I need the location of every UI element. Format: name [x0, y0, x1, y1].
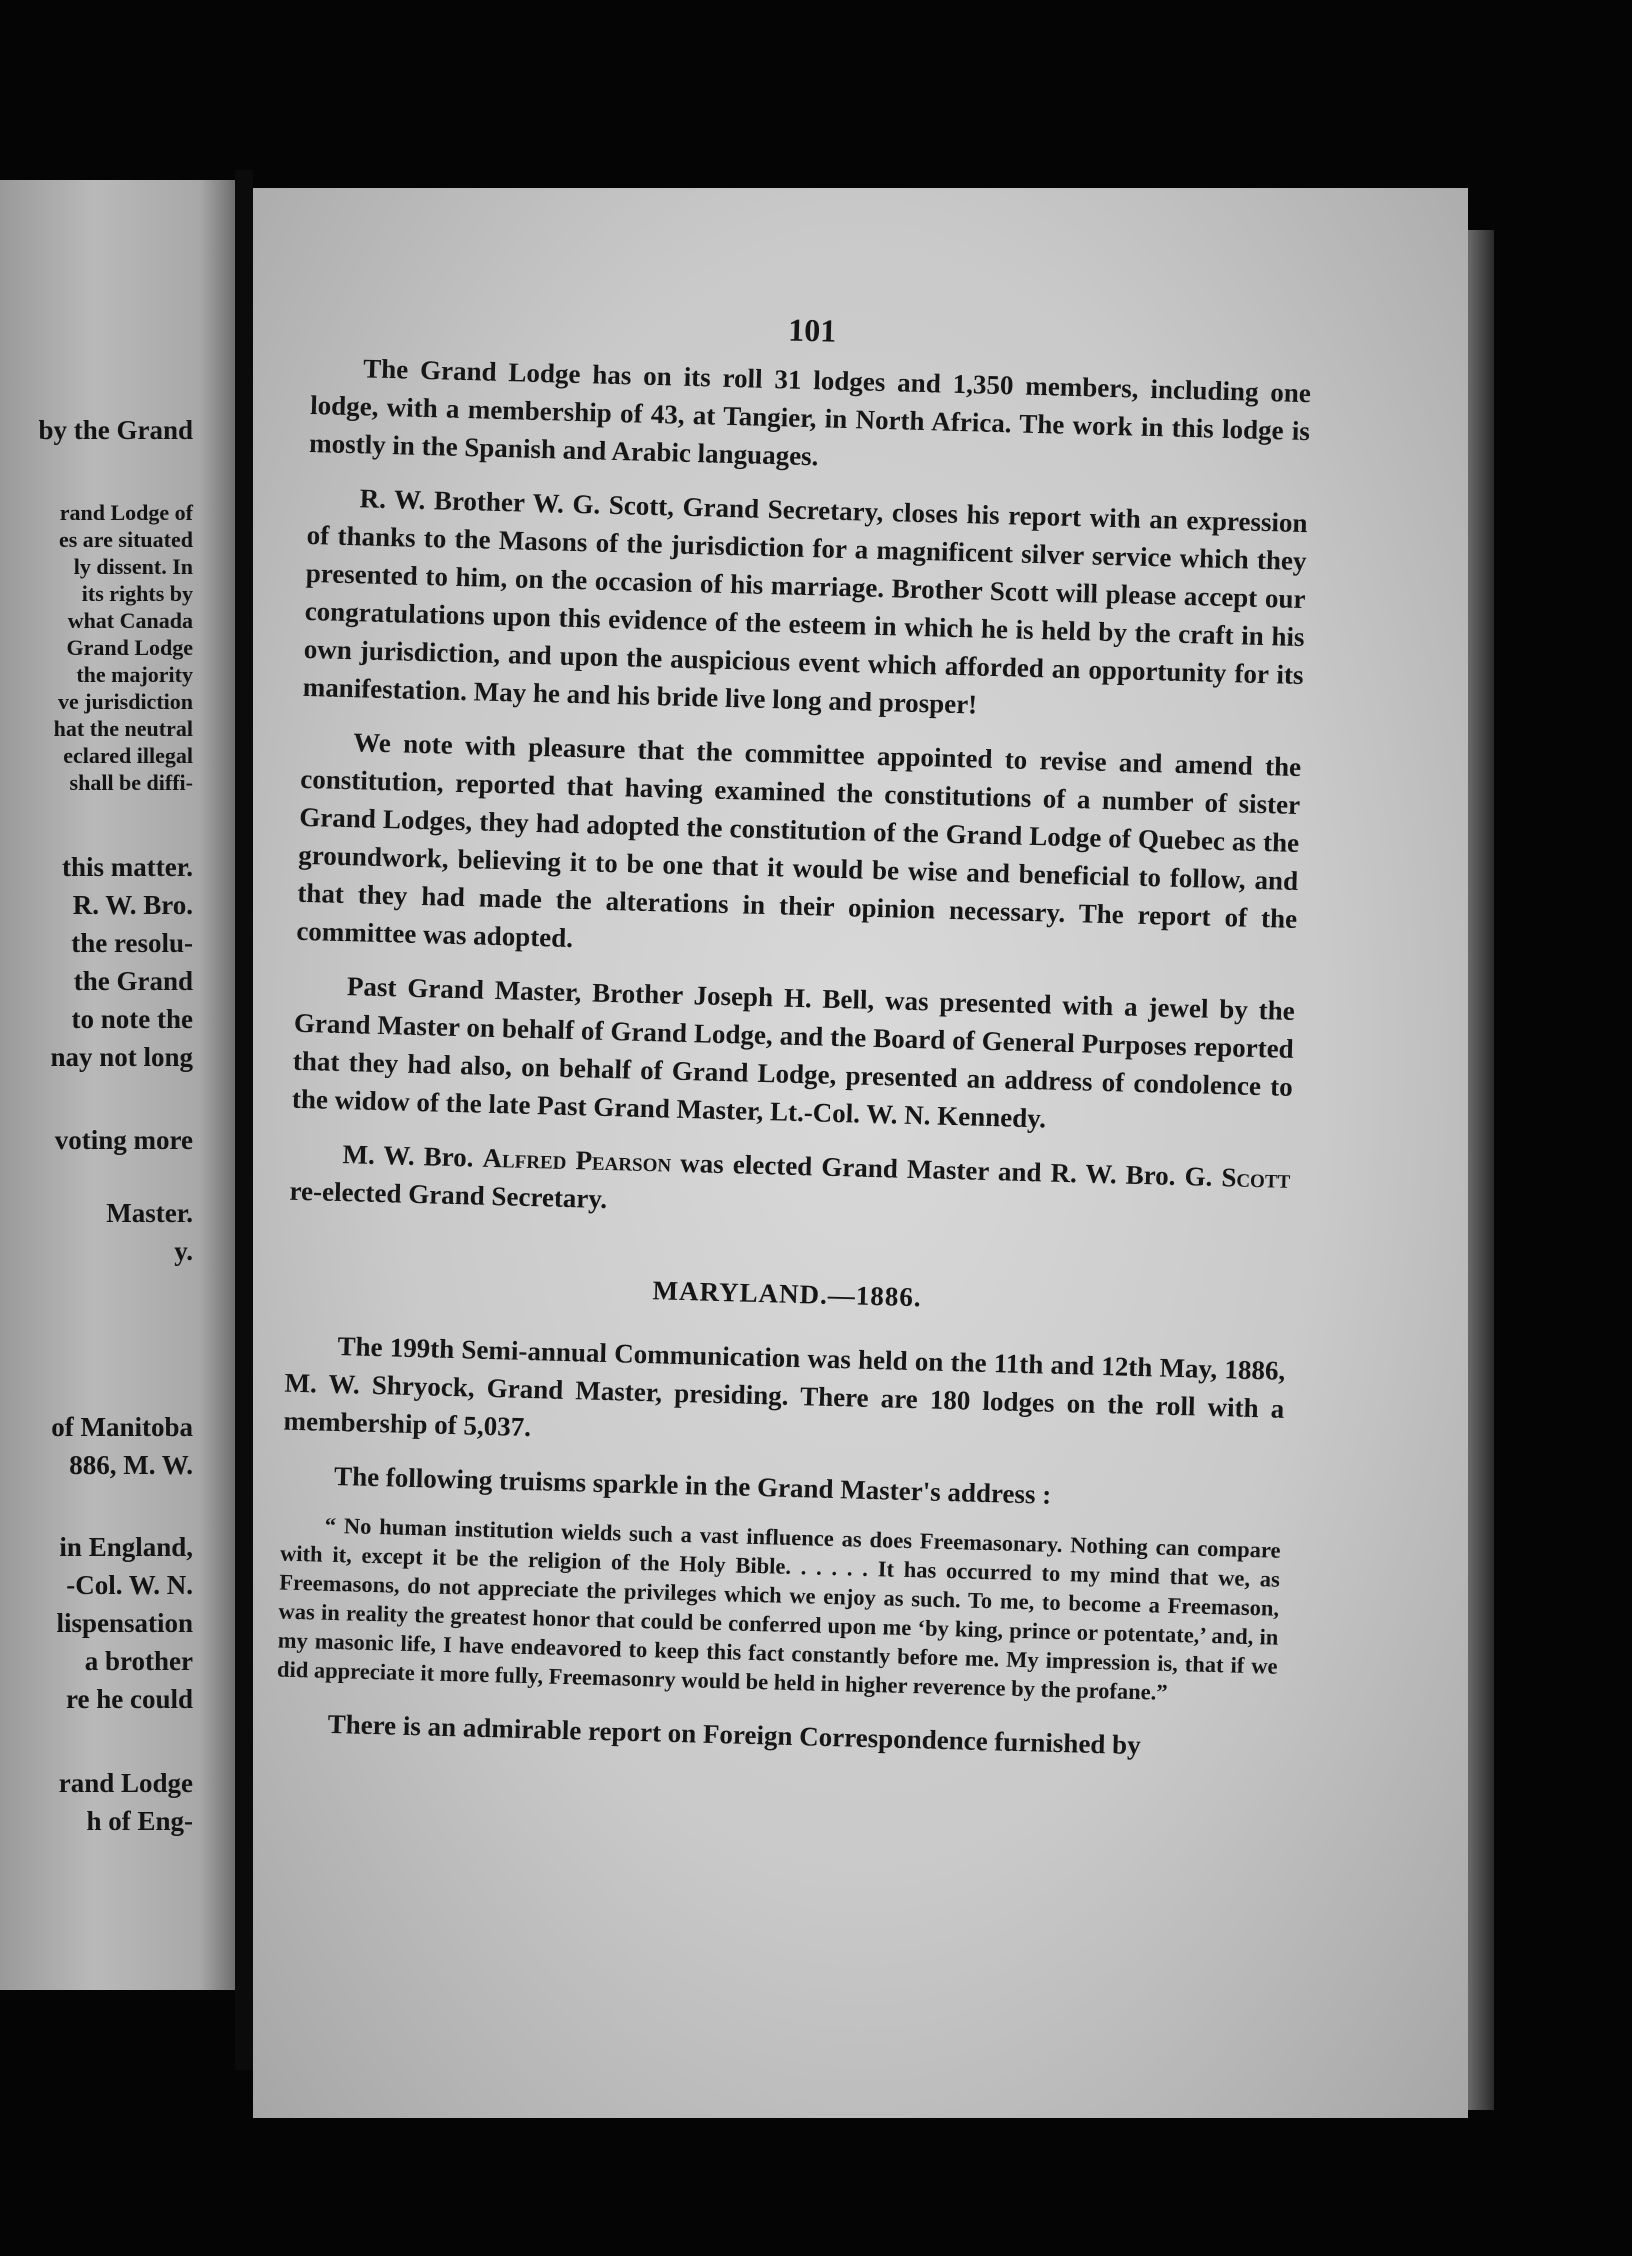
closing-paragraph: There is an admirable report on Foreign Correspondence furnished by — [327, 1708, 1142, 1761]
left-page-line: ly dissent. In — [73, 554, 193, 579]
left-page-line: lispensation — [56, 1608, 193, 1638]
left-page-line: -Col. W. N. — [66, 1570, 193, 1600]
paragraph: The Grand Lodge has on its roll 31 lodges and 1,350 members, including one lodge, with a membership of 43, at Tangier, in North Africa. The work in this lodge is mostly in the Spanish and Arabic languages. — [308, 353, 1312, 472]
left-page-line: hat the neutral — [53, 716, 193, 741]
left-page-line: shall be diffi- — [69, 770, 193, 795]
quotation: “ No human institution wields such a vast influence as does Freemasonary. Nothing can compare with it, except it be the religion of the Holy Bible. . . . . . It has occurred to my mind that we, as Freemasons, do not appreciate the privileges which we enjoy as such. To me, to become a Freemason, was in reality the greatest honor that could be conferred upon me ‘by king, prince or potentate,’ and, in my masonic life, I have endeavored to keep this fact constantly before me. My impression is, that if we did appreciate it more fully, Freemasonry would be held in higher reverence by the profane.” — [276, 1512, 1281, 1705]
election-middle: was elected Grand Master and R. W. Bro. G. — [679, 1147, 1213, 1192]
book-spine — [235, 170, 253, 2070]
left-page-line: a brother — [84, 1646, 193, 1676]
paragraph: The 199th Semi-annual Communication was held on the 11th and 12th May, 1886, M. W. Shryock, Grand Master, presiding. There are 180 lodges on the roll with a membership of 5,037. — [283, 1331, 1286, 1443]
election-paragraph — [289, 1134, 1291, 1236]
left-page-line: to note the — [71, 1004, 193, 1034]
left-page-line: the resolu- — [71, 928, 193, 958]
paragraph: We note with pleasure that the committee appointed to revise and amend the constitution, reported that having examined the constitutions of a number of sister Grand Lodges, they had adopted the constitution of the Grand Lodge of Quebec as the groundwork, believing it to be one that it would be wise and beneficial to follow, and that they had made the alterations in their opinion necessary. The report of the committee was adopted. — [296, 727, 1302, 954]
left-page-line: by the Grand — [38, 415, 193, 445]
left-page-line: this matter. — [62, 852, 193, 882]
left-page-line: y. — [174, 1236, 193, 1266]
left-page-line: R. W. Bro. — [72, 890, 193, 920]
paragraph: R. W. Brother W. G. Scott, Grand Secretary, closes his report with an expression of thanks to the Masons of the jurisdiction for a magnificent silver service which they presented to him, on the occasion of his marriage. Brother Scott will please accept our congratulations upon this evidence of the esteem in which he is held by the craft in his own jurisdiction, and upon the auspicious event which afforded an opportunity for its manifestation. May he and his bride live long and prosper! — [302, 483, 1308, 720]
election-suffix: re-elected Grand Secretary. — [289, 1175, 608, 1215]
section-heading: MARYLAND.—1886. — [652, 1275, 922, 1313]
left-page-line: 886, M. W. — [69, 1450, 193, 1480]
left-page-line: eclared illegal — [63, 743, 193, 768]
left-page-line: Grand Lodge — [66, 635, 193, 660]
election-prefix: M. W. Bro. — [342, 1139, 474, 1173]
left-page-line: of Manitoba — [51, 1412, 193, 1442]
left-page-line: its rights by — [81, 581, 193, 606]
grand-master-name: Alfred Pearson — [482, 1142, 672, 1178]
left-page-line: es are situated — [58, 527, 193, 552]
left-page-line: Master. — [106, 1198, 193, 1228]
left-page — [0, 180, 235, 1990]
left-page-line: in England, — [59, 1532, 193, 1562]
right-page — [253, 188, 1468, 2118]
page-number: 101 — [787, 311, 837, 349]
page-edge — [1468, 230, 1494, 2110]
left-page-line: rand Lodge — [58, 1768, 193, 1798]
page-text — [275, 298, 1313, 1784]
left-page-line: the Grand — [73, 966, 193, 996]
left-page-line: voting more — [54, 1125, 193, 1155]
paragraph: The following truisms sparkle in the Grand Master's address : — [333, 1460, 1052, 1510]
paragraph: Past Grand Master, Brother Joseph H. Bell, was presented with a jewel by the Grand Master on behalf of Grand Lodge, and the Board of General Purposes reported that they had also, on behalf of Grand Lodge, presented an address of condolence to the widow of the late Past Grand Master, Lt.-Col. W. N. Kennedy. — [291, 971, 1296, 1134]
left-page-line: h of Eng- — [86, 1806, 193, 1836]
left-page-line: nay not long — [50, 1042, 193, 1072]
secretary-name: Scott — [1221, 1162, 1291, 1194]
left-page-line: rand Lodge of — [59, 500, 193, 525]
left-page-line: re he could — [66, 1684, 193, 1714]
left-page-line: what Canada — [67, 608, 193, 633]
left-page-line: the majority — [76, 662, 193, 687]
left-page-line: ve jurisdiction — [57, 689, 193, 714]
